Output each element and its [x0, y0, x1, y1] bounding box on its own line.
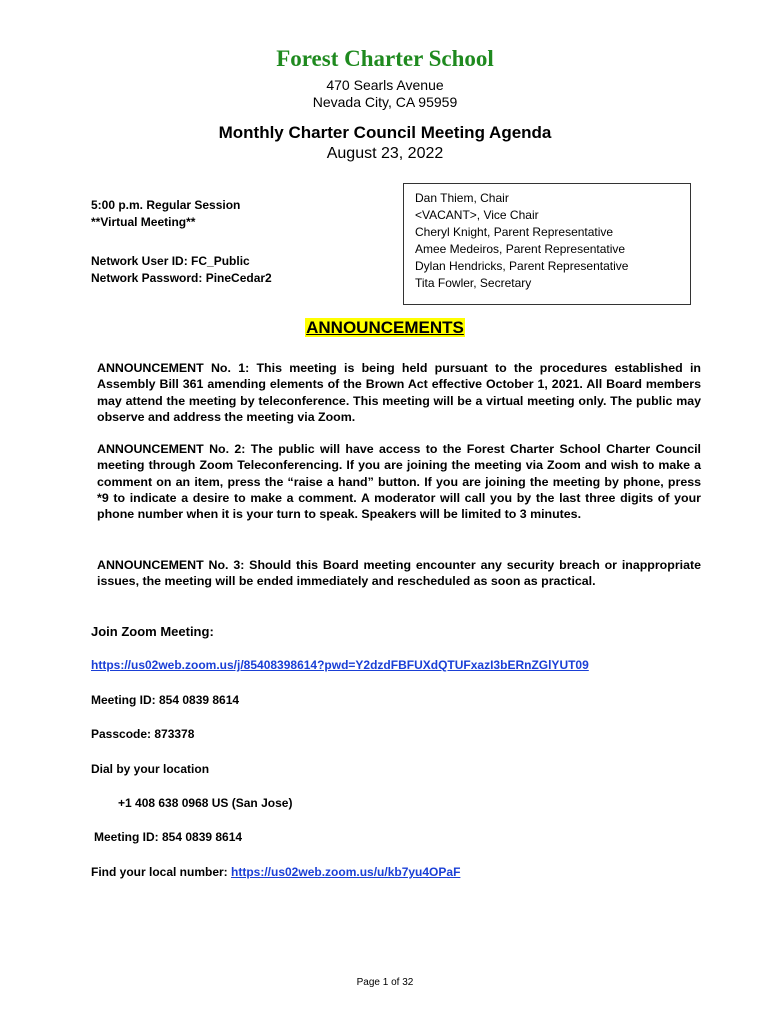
local-number-link[interactable]: https://us02web.zoom.us/u/kb7yu4OPaF [231, 865, 461, 879]
session-info [91, 197, 272, 287]
dial-by-location-label: Dial by your location [91, 762, 210, 776]
announcement-2: ANNOUNCEMENT No. 2: The public will have access to the Forest Charter School Charter Council meeting through Zoom Teleconferencing. If you are joining the meeting via Zoom and wish to make a comment on an item, press the “raise a hand” button. If you are joining the meeting by phone, press *9 to indicate a desire to make a comment. A moderator will call you by the last three digits of your phone number when it is your turn to speak. Speakers will be limited to 3 minutes. [97, 442, 701, 522]
dial-in-number: +1 408 638 0968 US (San Jose) [118, 796, 293, 810]
passcode: Passcode: 873378 [91, 727, 195, 741]
meeting-id: Meeting ID: 854 0839 8614 [91, 693, 240, 707]
council-member: Tita Fowler, Secretary [415, 276, 532, 290]
local-number-row [91, 865, 460, 879]
council-member: Dylan Hendricks, Parent Representative [415, 259, 629, 273]
announcements-heading [0, 318, 770, 338]
announcement-1: ANNOUNCEMENT No. 1: This meeting is being held pursuant to the procedures established in Assembly Bill 361 amending elements of the Brown Act effective October 1, 2021. All Board members may attend the meeting by teleconference. This meeting will be a virtual meeting only. The public may observe and address the meeting via Zoom. [97, 361, 701, 424]
address-line-2: Nevada City, CA 95959 [312, 94, 458, 110]
local-number-label: Find your local number: [91, 865, 232, 879]
session-time: 5:00 p.m. Regular Session [91, 198, 241, 212]
school-name: Forest Charter School [276, 46, 494, 71]
meeting-id-repeat: Meeting ID: 854 0839 8614 [94, 830, 243, 844]
announcements-heading-text: ANNOUNCEMENTS [306, 318, 464, 337]
zoom-meeting-link[interactable]: https://us02web.zoom.us/j/85408398614?pwd=Y2dzdFBFUXdQTUFxazI3bERnZGlYUT09 [91, 658, 589, 672]
session-mode: **Virtual Meeting** [91, 215, 196, 229]
agenda-title: Monthly Charter Council Meeting Agenda [218, 123, 552, 142]
council-member: <VACANT>, Vice Chair [415, 208, 539, 222]
agenda-date: August 23, 2022 [326, 145, 444, 162]
announcement-3: ANNOUNCEMENT No. 3: Should this Board meeting encounter any security breach or inappropriate issues, the meeting will be ended immediately and rescheduled as soon as practical. [97, 558, 701, 589]
council-member: Dan Thiem, Chair [415, 191, 509, 205]
network-password: Network Password: PineCedar2 [91, 271, 272, 285]
network-user-id: Network User ID: FC_Public [91, 254, 250, 268]
page-number: Page 1 of 32 [356, 977, 414, 988]
council-member: Amee Medeiros, Parent Representative [415, 242, 626, 256]
address-line-1: 470 Searls Avenue [326, 77, 444, 93]
zoom-link-row [91, 658, 589, 672]
council-member: Cheryl Knight, Parent Representative [415, 225, 614, 239]
council-members-box [403, 183, 691, 305]
join-zoom-label: Join Zoom Meeting: [91, 624, 214, 639]
